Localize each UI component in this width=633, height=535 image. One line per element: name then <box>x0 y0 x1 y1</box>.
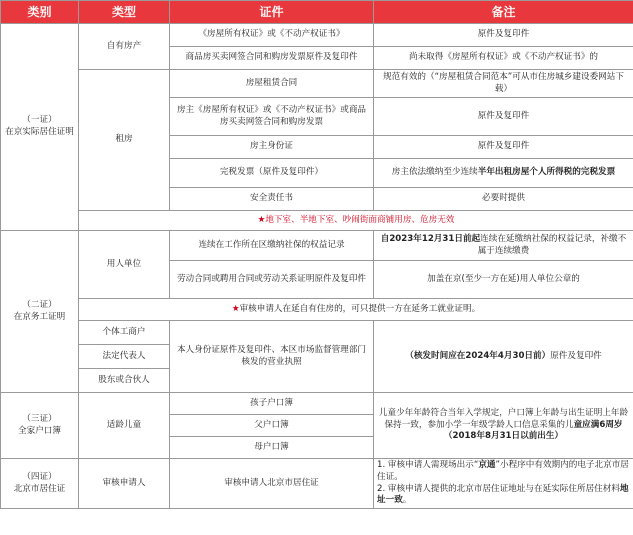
header-category: 类别 <box>1 1 79 24</box>
note-text: 房主依法缴纳至少连续 <box>391 167 478 178</box>
note-line-2 <box>377 484 630 507</box>
doc-cell: 房主《房屋所有权证》或《不动产权证书》或商品房买卖网签合同和购房发票 <box>170 98 374 136</box>
category-cell-cert2 <box>1 231 79 393</box>
category-cell-cert4 <box>1 459 79 509</box>
doc-cell: 房主身份证 <box>170 136 374 159</box>
note-cell: 原件及复印件 <box>374 24 633 47</box>
note-emphasis: 京通 <box>478 460 496 471</box>
type-school-age-child: 适龄儿童 <box>79 393 170 459</box>
category-desc: 北京市居住证 <box>13 483 66 494</box>
table-row <box>1 321 633 345</box>
type-own-property: 自有房产 <box>79 24 170 70</box>
note-text: 。 <box>402 495 412 506</box>
note-cell <box>374 393 633 459</box>
type-applicant: 审核申请人 <box>79 459 170 509</box>
doc-cell: 商品房买卖网签合同和购房发票原件及复印件 <box>170 47 374 70</box>
category-desc: 在京务工证明 <box>13 311 66 322</box>
table-row <box>1 393 633 415</box>
note-cell <box>374 159 633 188</box>
type-sole-proprietor: 个体工商户 <box>79 321 170 345</box>
table-row <box>1 299 633 321</box>
table-row <box>1 24 633 47</box>
note-emphasis: （核发时间应在2024年4月30日前） <box>405 350 551 361</box>
header-notes: 备注 <box>374 1 633 24</box>
doc-cell: 孩子户口簿 <box>170 393 374 415</box>
doc-cell: 完税发票（原件及复印件） <box>170 159 374 188</box>
doc-cell: 《房屋所有权证》或《不动产权证书》 <box>170 24 374 47</box>
note-text: 2. 审核申请人提供的北京市居住证地址与在延实际住所居住材料 <box>377 483 620 494</box>
employer-note-text: 审核申请人在延自有住房的，可只提供一方在延务工就业证明。 <box>239 303 481 314</box>
category-desc: 全家户口簿 <box>18 425 61 436</box>
note-cell: 加盖在京(至少一方在延)用人单位公章的 <box>374 261 633 299</box>
note-cell: 原件及复印件 <box>374 98 633 136</box>
note-text: 原件及复印件 <box>550 350 602 361</box>
doc-cell: 本人身份证原件及复印件、本区市场监督管理部门核发的营业执照 <box>170 321 374 393</box>
category-cell-cert1 <box>1 24 79 231</box>
note-emphasis: 半年出租房屋个人所得税的完税发票 <box>477 167 616 178</box>
category-cell-cert3 <box>1 393 79 459</box>
table-row <box>1 70 633 98</box>
doc-cell: 父户口簿 <box>170 415 374 437</box>
category-desc: 在京实际居住证明 <box>5 127 74 137</box>
note-text: 儿童少年年龄符合当年入学规定，户口簿上年龄与出生证明上年龄保持一致，参加小学一年级学龄人口信息采集的儿 <box>378 408 629 430</box>
note-cell: 规范有效的（“房屋租赁合同范本”可从市住房城乡建设委网站下载） <box>374 70 633 98</box>
note-cell <box>374 321 633 393</box>
note-line-1 <box>377 460 630 483</box>
table-header <box>1 1 633 24</box>
note-cell: 原件及复印件 <box>374 136 633 159</box>
header-type: 类型 <box>79 1 170 24</box>
table-row <box>1 459 633 509</box>
category-label: （四证） <box>22 471 57 482</box>
doc-cell: 审核申请人北京市居住证 <box>170 459 374 509</box>
type-legal-rep: 法定代表人 <box>79 345 170 369</box>
note-text: ”小程序中有效期内的电子北京市居住证。 <box>377 460 629 482</box>
header-documents: 证件 <box>170 1 374 24</box>
doc-cell: 母户口簿 <box>170 437 374 459</box>
category-label: （三证） <box>22 413 57 424</box>
note-cell: 必要时提供 <box>374 188 633 211</box>
warning-cell <box>79 211 633 231</box>
note-cell <box>374 459 633 509</box>
table-row <box>1 231 633 261</box>
note-text: 连续在延缴纳社保的权益记录，补缴不属于连续缴费 <box>477 233 627 256</box>
note-emphasis: 童应满6周岁（2018年8月31日以前出生） <box>443 419 623 442</box>
category-label: （二证） <box>22 299 57 310</box>
table-row <box>1 211 633 231</box>
star-icon: ★ <box>231 303 240 314</box>
note-text: 1. 审核申请人需现场出示“ <box>377 460 479 471</box>
note-emphasis: 地址一致 <box>377 483 629 506</box>
note-emphasis: 自2023年12月31日前起 <box>380 233 481 244</box>
type-rental: 租房 <box>79 70 170 211</box>
doc-cell: 房屋租赁合同 <box>170 70 374 98</box>
type-shareholder: 股东或合伙人 <box>79 369 170 393</box>
category-label: （一证） <box>22 115 57 126</box>
star-icon: ★ <box>257 214 266 225</box>
employer-note-cell <box>79 299 633 321</box>
doc-cell: 连续在工作所在区缴纳社保的权益记录 <box>170 231 374 261</box>
doc-cell: 劳动合同或聘用合同或劳动关系证明原件及复印件 <box>170 261 374 299</box>
note-cell <box>374 231 633 261</box>
type-employer: 用人单位 <box>79 231 170 299</box>
note-cell: 尚未取得《房屋所有权证》或《不动产权证书》的 <box>374 47 633 70</box>
warning-text: 地下室、半地下室、吵闹街面商铺用房、危房无效 <box>265 214 455 225</box>
doc-cell: 安全责任书 <box>170 188 374 211</box>
